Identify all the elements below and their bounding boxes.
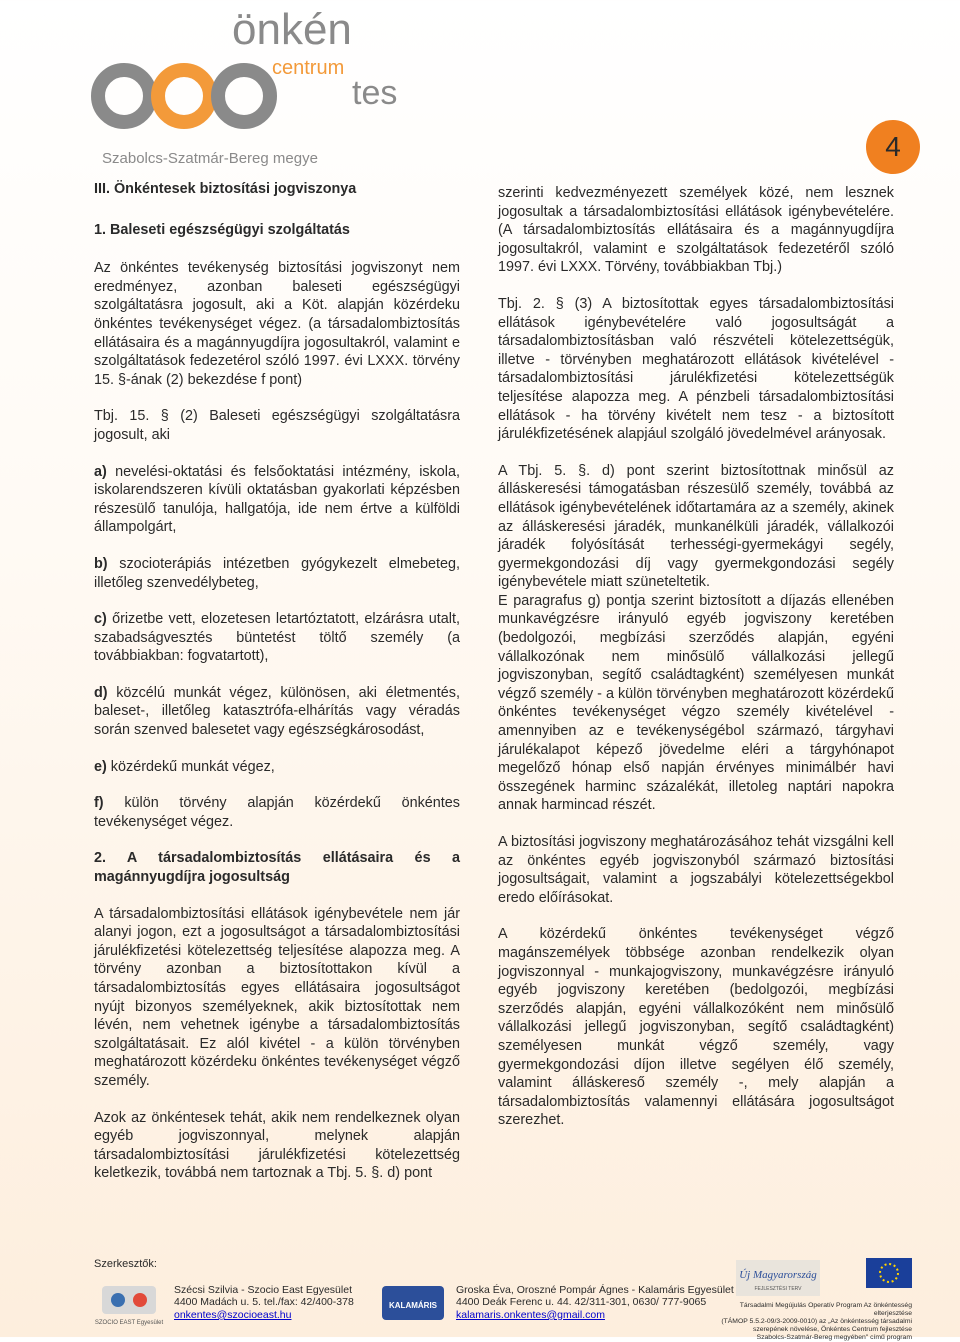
editor-b-name: Groska Éva, Oroszné Pompár Ágnes - Kalamáris Egyesület xyxy=(456,1284,734,1296)
kalamaris-logo xyxy=(378,1280,448,1328)
paragraph: szerinti kedvezményezett személyek közé, nem lesznek jogosultak a társadalombiztosítási ellátások igénybevételére. (A társadalombiztosítás ellátásaira és a magánnyugdíjra jogosultakról, valamint e szolgáltatások fedezetéről szóló 1997. évi LXXX. Törvény, továbbiakban Tbj.) xyxy=(498,185,894,276)
paragraph: A Tbj. 5. §. d) pont szerint biztosítottnak minősül az álláskeresési támogatásban részesülő személy, továbbá az ellátások igénybevételének időtartamára az a személy, akinek az álláskeresési járadék, munkanélküli járadék, vállalkozói járadék folyósítását terhességi-gyermekágyi segély, gyermekgondozási díj vagy gyermekgondozási segély igénybevétele miatt szüneteltetik. xyxy=(498,462,894,591)
item-text: külön törvény alapján közérdekű önkéntes tevékenységet végez. xyxy=(94,795,460,830)
eu-flag-icon xyxy=(866,1258,912,1288)
paragraph: Az önkéntes tevékenység biztosítási jogviszonyt nem eredményez, azonban baleseti egészségügyi szolgáltatásra jogosult, aki a Köt. alapján közérdeku önkéntes tevékenységet végez. (a társadalombiztosítás ellátásaira és a magánnyugdíjra jogosultakról, valamint e szolgáltatások fedezetérol szóló 1997. évi LXXX. törvény 15. §-ának (2) bekezdése f pont) xyxy=(94,260,460,388)
funding-line: Szabolcs-Szatmár-Bereg megyében" című program xyxy=(756,1334,912,1341)
subsection-title-1: 1. Baleseti egészségügyi szolgáltatás xyxy=(94,221,350,238)
list-item-f xyxy=(94,794,460,831)
item-label: f) xyxy=(94,795,104,812)
uj-magyarorszag-logo xyxy=(736,1258,820,1298)
item-text: őrizetbe vett, elozetesen letartóztatott, elzárásra utalt, szabadságvesztés büntetést töltő személy (a továbbiakban: fogvatartott), xyxy=(94,611,460,665)
editor-b-info xyxy=(456,1284,734,1321)
program-logo-sub: FEJLESZTÉSI TERV xyxy=(754,1286,802,1292)
szocio-east-logo-graphic xyxy=(92,1282,166,1328)
logo-word-1: önkén xyxy=(232,5,352,54)
logo-graphic xyxy=(92,4,398,154)
subsection-title-2: 2. A társadalombiztosítás ellátásaira és a magánnyugdíjra jogosultság xyxy=(94,850,460,886)
paragraph: Azok az önkéntesek tehát, akik nem rendelkeznek olyan egyéb jogviszonnyal, melynek alapján társadalombiztosítási járulékfizetési kötelezettség keletkezik, továbbá nem tartoznak a Tbj. 5. §. d) pont xyxy=(94,1109,460,1182)
item-text: közcélú munkát végez, különösen, aki életmentés, baleset-, illetőleg katasztrófa-elhárítás vagy véradás során szenved balesetet vagy egészségkárosodást, xyxy=(94,684,460,739)
funding-line: szerepének növelése, Önkéntes Centrum fejlesztése xyxy=(752,1326,912,1333)
funding-line: Társadalmi Megújulás Operatív Program Az önkéntesség elterjesztése xyxy=(739,1302,912,1317)
item-label: b) xyxy=(94,555,108,572)
editor-a-info xyxy=(174,1284,354,1321)
section-title: III. Önkéntesek biztosítási jogviszonya xyxy=(94,181,357,197)
editor-b-email-link[interactable]: kalamaris.onkentes@gmail.com xyxy=(456,1308,605,1321)
item-label: c) xyxy=(94,611,107,628)
paragraph: A biztosítási jogviszony meghatározásához tehát vizsgálni kell az önkéntes egyéb jogviszonyból származó biztosítási jogosultságait, valamint a jogszabályi kötelezettségekbol eredo előírásokat. xyxy=(498,834,894,906)
page-number: 4 xyxy=(866,120,920,174)
item-text: nevelési-oktatási és felsőoktatási intézmény, iskola, iskolarendszeren kívüli oktatásban gyakorlati képzésben részesülő tanulója, hallgatója, ide nem értve a külföldi állampolgárt, xyxy=(94,463,460,536)
logo-word-2: centrum xyxy=(272,57,345,79)
paragraph: A társadalombiztosítási ellátások igénybevétele nem jár alanyi jogon, ezt a jogosultságot a társadalombiztosítási járulékfizetési kötelezettség teljesítése alapozza meg. A törvény azonban a biztosítottakon kívül a társadalombiztosítás egyes ellátásaira jogosultságot nyújt bizonyos személyeknek, akik biztosítottak nem lévén, nem vehetnek igénybe a társadalombiztosítás szolgáltatásait. Ez alól kivétel - a külön törvényben meghatározott közérdeku önkéntes tevékenységet végző személy. xyxy=(94,905,460,1089)
logo-word-3: tes xyxy=(352,74,398,112)
item-label: e) xyxy=(94,758,107,775)
list-item-d xyxy=(94,684,460,740)
logo-region: Szabolcs-Szatmár-Bereg megye xyxy=(102,150,318,167)
list-item-a xyxy=(94,463,460,537)
szocio-east-logo-text: SZOCIO EAST Egyesület xyxy=(94,1320,164,1326)
editors-label: Szerkesztők: xyxy=(94,1258,157,1270)
uj-magyarorszag-logo-graphic xyxy=(736,1258,820,1298)
kalamaris-logo-graphic xyxy=(378,1280,448,1328)
footer xyxy=(0,1258,960,1341)
editor-a-email-link[interactable]: onkentes@szocioeast.hu xyxy=(174,1308,292,1321)
szocio-east-logo xyxy=(92,1282,166,1328)
list-item-b xyxy=(94,555,460,592)
left-column xyxy=(94,180,460,1201)
kalamaris-logo-text: KALAMÁRIS xyxy=(389,1301,437,1310)
editor-a-name: Szécsi Szilvia - Szocio East Egyesület xyxy=(174,1284,352,1296)
funding-info xyxy=(700,1302,912,1342)
program-logo-text: Új Magyarország xyxy=(739,1269,817,1281)
list-item-e xyxy=(94,758,460,777)
paragraph: Tbj. 2. § (3) A biztosítottak egyes társadalombiztosítási ellátások igénybevételére való jogosultságát a társadalombiztosításban való részvételi kötelezettségük, illetve - törvényben meghatározott ellátások kivételével - társadalombiztosítási járulékfizetési kötelezettségük teljesítése alapozza meg. A pénzbeli társadalombiztosítási ellátások - ha törvény kivételt nem tesz - a biztosított járulékfizetésének alapjául szolgáló jövedelmével arányosak. xyxy=(498,295,894,443)
paragraph: E paragrafus g) pontja szerint biztosított a díjazás ellenében munkavégzésre irányuló egyéb jogviszony keretében (bedolgozói, megbízási szerződés alapján, egyéni vállalkozónak nem minősülő vállalkozási jellegű jogviszonyban, segítő családtagként) személyesen munkát végző személy - a külön törvényben meghatározott közérdekű önkéntes tevékenységet végzo személy kivételével - amennyiben az e tevékenységébol származó, tárgyhavi járulékalapot képező jövedelme eléri a tárgyhónapot megelőző hónap első napján érvényes minimálbér havi összegének harminc százalékát, illetoleg naptári napokra annak harmincad részét. xyxy=(498,592,894,814)
paragraph: Tbj. 15. § (2) Baleseti egészségügyi szolgáltatásra jogosult, aki xyxy=(94,408,460,443)
right-column xyxy=(498,184,894,1148)
editor-b-address: 4400 Deák Ferenc u. 44. 42/311-301, 0630/ 777-9065 xyxy=(456,1296,707,1309)
list-item-c xyxy=(94,610,460,666)
item-text: közérdekű munkát végez, xyxy=(106,758,275,775)
eu-stars-graphic xyxy=(866,1258,912,1288)
item-text: szocioterápiás intézetben gyógykezelt elmebeteg, illetőleg szenvedélybeteg, xyxy=(94,555,460,591)
funding-line: (TÁMOP 5.5.2-09/3-2009-0010) az „Az önkéntesség társadalmi xyxy=(721,1318,912,1325)
paragraph: A közérdekű önkéntes tevékenységet végző magánszemélyek többsége azonban rendelkezik olyan jogviszonnyal - munkajogviszony, munkavégzésre irányuló egyéb jogviszony keretében (bedolgozói, megbízási szerződés alapján, egyéni vállalkozóként nem minősülő vállalkozási jellegű jogviszonyban, segítő családtagként) személyesen munkát végző személy, vagy gyermekgondozási díjon illetve segélyen élő személy, valamint álláskereső személy -, mely alapján a társadalombiztosítás valamennyi ellátására jogosultságot szerezhet. xyxy=(498,926,894,1129)
editor-a-address: 4400 Madách u. 5. tel./fax: 42/400-378 xyxy=(174,1296,354,1309)
item-label: a) xyxy=(94,463,107,480)
item-label: d) xyxy=(94,684,108,701)
onkentes-centrum-logo xyxy=(92,4,398,174)
